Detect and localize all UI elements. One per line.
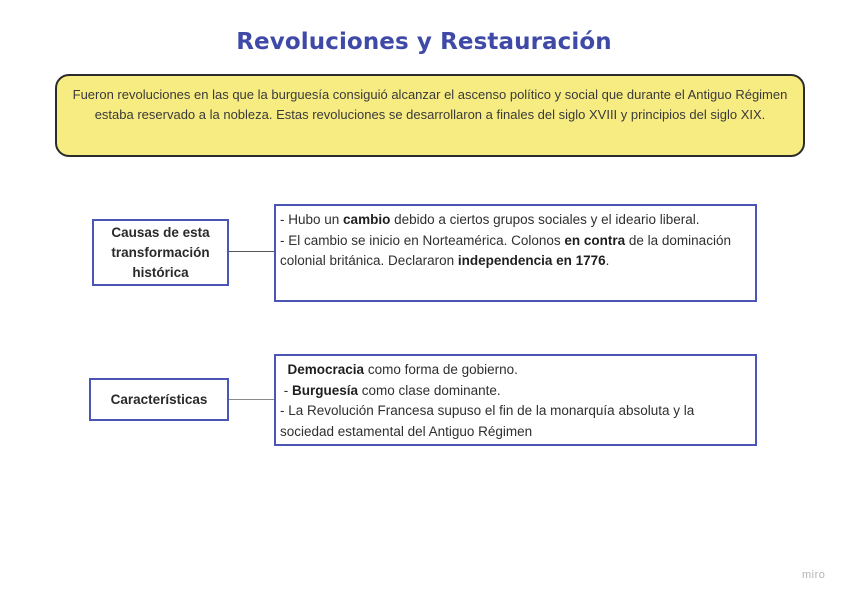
causas-label-text: Causas de esta transformación histórica (111, 224, 210, 280)
page-title: Revoluciones y Restauración (236, 29, 612, 55)
keyword-cambio: cambio (343, 212, 391, 227)
caracteristicas-line-2: - Burguesía como clase dominante. (280, 382, 501, 398)
causas-line-1: - Hubo un cambio debido a ciertos grupos sociales y el ideario liberal. (280, 212, 700, 227)
caracteristicas-connector-line (229, 399, 275, 400)
caracteristicas-line-3: - La Revolución Francesa supuso el fin de la monarquía absoluta y la sociedad estamental del Antiguo Régimen (280, 403, 695, 439)
miro-watermark: miro (802, 569, 826, 581)
caracteristicas-detail-node (274, 354, 757, 446)
caracteristicas-line-1: Democracia como forma de gobierno. (287, 362, 518, 377)
intro-note: Fueron revoluciones en las que la burguesía consiguió alcanzar el ascenso político y social que durante el Antiguo Régimen estaba reservado a la nobleza. Estas revoluciones se desarrollaron a finales del siglo XVIII y principios del siglo XIX. (55, 74, 805, 157)
caracteristicas-label-node (89, 378, 229, 421)
causas-connector-line (229, 251, 275, 252)
keyword-democracia: Democracia (287, 362, 365, 377)
causas-label-node (92, 219, 229, 286)
keyword-independencia: independencia en 1776 (457, 253, 606, 268)
keyword-en-contra: en contra (564, 232, 626, 248)
caracteristicas-label-text: Características (110, 391, 208, 407)
causas-line-2: - El cambio se inicio en Norteamérica. Colonos en contra de la dominación colonial británica. Declararon independencia en 1776. (280, 232, 731, 268)
causas-detail-node (274, 204, 757, 302)
keyword-burguesia: Burguesía (292, 382, 359, 398)
